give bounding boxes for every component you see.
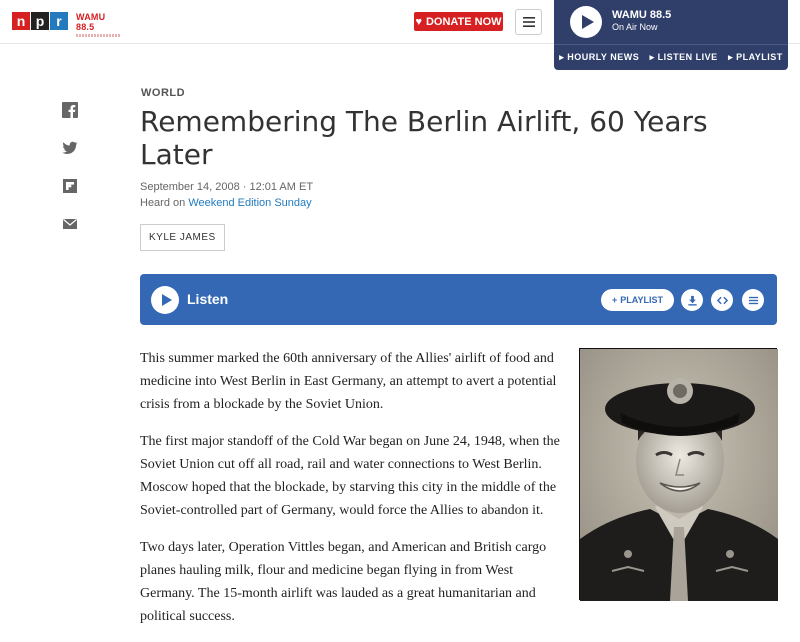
embed-icon <box>717 295 728 306</box>
soldier-portrait-image <box>580 349 778 601</box>
plus-icon: + <box>612 295 618 305</box>
facebook-icon[interactable] <box>62 102 78 118</box>
hourly-news-label: HOURLY NEWS <box>567 52 640 62</box>
email-icon[interactable] <box>62 216 78 232</box>
article-date: September 14, 2008 · 12:01 AM ET <box>140 181 314 193</box>
donate-label: DONATE NOW <box>425 15 502 28</box>
listen-play-button[interactable] <box>151 286 179 314</box>
article-body <box>140 347 560 642</box>
listen-live-link[interactable]: ▸ LISTEN LIVE <box>649 52 718 62</box>
article-title: Remembering The Berlin Airlift, 60 Years Later <box>140 105 708 171</box>
add-to-playlist-button[interactable] <box>601 289 674 311</box>
npr-logo-letter-r: r <box>50 12 68 30</box>
station-status: On Air Now <box>612 22 658 32</box>
npr-logo-letter-p: p <box>31 12 49 30</box>
station-links <box>554 44 788 70</box>
article-paragraph: This summer marked the 60th anniversary of the Allies' airlift of food and medicine into West Berlin in East Germany, an attempt to avert a potential crisis from a blockade by the Soviet Union. <box>140 351 557 412</box>
station-playlist-link[interactable]: ▸ PLAYLIST <box>728 52 783 62</box>
station-playlist-label: PLAYLIST <box>736 52 783 62</box>
twitter-icon[interactable] <box>62 140 78 156</box>
station-logo-tagline <box>76 34 121 37</box>
article-paragraph: The first major standoff of the Cold War began on June 24, 1948, when the Soviet Union cut off all road, rail and water connections to West Berlin. Moscow hoped that the blockade, by starving this city in the middle of the Soviet-controlled part of Germany, would force the Allies to abandon it. <box>140 434 560 518</box>
article-photo[interactable] <box>579 348 777 600</box>
hamburger-icon <box>523 17 535 27</box>
download-icon <box>687 295 698 306</box>
audio-listen-bar <box>140 274 777 325</box>
section-slug[interactable]: WORLD <box>141 87 186 99</box>
heard-on-prefix: Heard on <box>140 197 189 209</box>
station-logo[interactable] <box>76 12 126 32</box>
transcript-button[interactable] <box>742 289 764 311</box>
npr-logo[interactable] <box>12 12 68 30</box>
show-link[interactable]: Weekend Edition Sunday <box>188 197 312 209</box>
transcript-icon <box>748 295 759 306</box>
station-name: WAMU 88.5 <box>612 9 672 21</box>
embed-button[interactable] <box>711 289 733 311</box>
menu-button[interactable] <box>515 9 542 35</box>
playlist-button-label: PLAYLIST <box>620 295 663 305</box>
station-play-button[interactable] <box>570 6 602 38</box>
byline-author[interactable]: KYLE JAMES <box>140 224 225 251</box>
download-button[interactable] <box>681 289 703 311</box>
npr-logo-letter-n: n <box>12 12 30 30</box>
article-paragraph: Two days later, Operation Vittles began, and American and British cargo planes hauling milk, flour and medicine began flying in from West Germany. The 15-month airlift was lauded as a great humanitarian and political success. <box>140 540 547 624</box>
listen-live-label: LISTEN LIVE <box>657 52 718 62</box>
heard-on-line <box>140 197 312 209</box>
heart-icon: ♥ <box>415 15 422 28</box>
listen-label: Listen <box>187 291 229 307</box>
donate-button[interactable] <box>414 12 503 31</box>
hourly-news-link[interactable]: ▸ HOURLY NEWS <box>559 52 640 62</box>
station-logo-name: WAMU 88.5 <box>76 12 106 32</box>
flipboard-icon[interactable] <box>62 178 78 194</box>
station-player <box>554 0 788 70</box>
